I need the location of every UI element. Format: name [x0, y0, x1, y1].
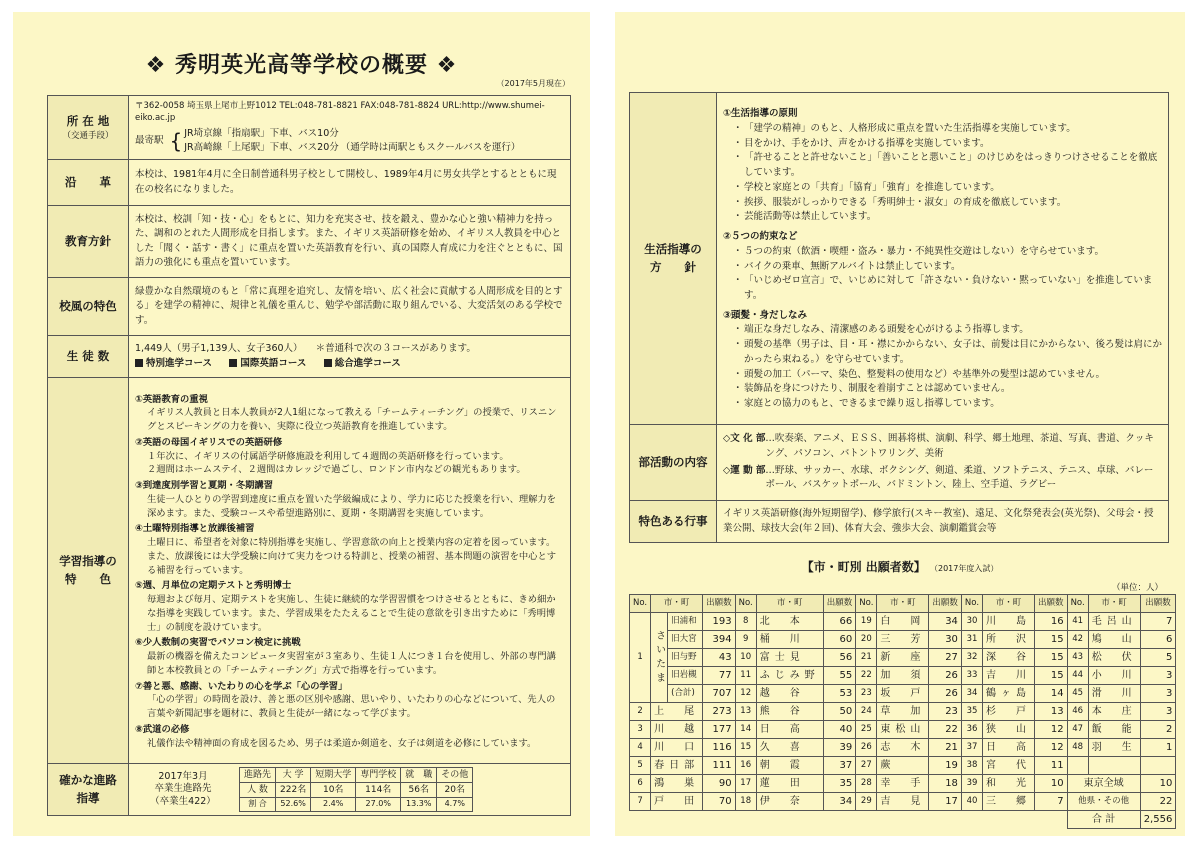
applicant-count: 26 — [929, 667, 962, 685]
city-name: 久 喜 — [756, 739, 823, 757]
applicants-title: 【市・町別 出願者数】 （2017年度入試） — [801, 560, 999, 574]
city-name: 幸 手 — [877, 775, 929, 793]
study-item-heading: ②英語の母国イギリスでの英語研修 — [135, 436, 283, 448]
row-no: 43 — [1067, 649, 1088, 667]
culture-text: 緑豊かな自然環境のもと「常に真理を追究し、友情を培い、広く社会に貢献する人間形成を目的とする」を建学の精神に、規律と礼儀を重んじ、勉学や部活動に取り組んでいる、大変活気のある学校です。 — [129, 278, 571, 336]
study-item-heading: ⑥少人数制の実習でパソコン検定に挑戦 — [135, 637, 301, 649]
header-no: No. — [735, 595, 756, 613]
row-no: 6 — [630, 775, 651, 793]
city-name: 春日部 — [651, 757, 703, 775]
city-name: 志 木 — [877, 739, 929, 757]
applicant-count: 50 — [823, 703, 856, 721]
city-name: 富士見 — [756, 649, 823, 667]
row-no: 40 — [961, 793, 982, 811]
study-item-heading: ③到達度別学習と夏期・冬期講習 — [135, 480, 274, 492]
guidance-bullet: ・ 「いじめゼロ宣言」で、いじめに対して「許さない・負けない・黙っていない」を推進しています。 — [735, 274, 1162, 303]
applicant-count: 7 — [1140, 613, 1176, 631]
row-no: 45 — [1067, 685, 1088, 703]
career-ratio: 52.6% — [276, 798, 311, 812]
guidance-cell — [717, 93, 1169, 425]
station-line-2: JR高崎線「上尾駅」下車、バス20分 — [184, 142, 339, 154]
left-page — [13, 12, 590, 836]
study-item-heading: ①英語教育の重視 — [135, 393, 208, 405]
career-count: 10名 — [311, 783, 356, 798]
row-no: 3 — [630, 721, 651, 739]
applicant-count: 22 — [929, 721, 962, 739]
counts-label: 人 数 — [240, 783, 276, 798]
row-no: 13 — [735, 703, 756, 721]
applicant-count: 15 — [1035, 649, 1068, 667]
applicant-count: 12 — [1035, 739, 1068, 757]
career-header: 就 職 — [401, 767, 437, 782]
city-name: 本 庄 — [1088, 703, 1140, 721]
row-no: 37 — [961, 739, 982, 757]
study-item-text: 礼儀作法や精神面の育成を図るため、男子は柔道か剣道を、女子は剣道を必修にしています。 — [147, 737, 537, 749]
applicant-count: 7 — [1035, 793, 1068, 811]
applicant-count: 6 — [1140, 631, 1176, 649]
city-name: 川 越 — [651, 721, 703, 739]
career-header: 大 学 — [276, 767, 311, 782]
city-name: 松 伏 — [1088, 649, 1140, 667]
city-name: 飯 能 — [1088, 721, 1140, 739]
header-count: 出願数 — [1035, 595, 1068, 613]
city-name: ふじみ野 — [756, 667, 823, 685]
applicant-count: 60 — [823, 631, 856, 649]
city-name: 新 座 — [877, 649, 929, 667]
city-name: 朝 霞 — [756, 757, 823, 775]
applicant-count: 55 — [823, 667, 856, 685]
ratio-label: 割 合 — [240, 798, 276, 812]
city-name: 鳩 山 — [1088, 631, 1140, 649]
row-no: 41 — [1067, 613, 1088, 631]
applicant-count: 34 — [929, 613, 962, 631]
row-no: 2 — [630, 703, 651, 721]
saitama-label: さいたま — [653, 629, 665, 686]
history-label: 沿 革 — [48, 160, 129, 206]
row-no: 46 — [1067, 703, 1088, 721]
header-no: No. — [1067, 595, 1088, 613]
students-label: 生 徒 数 — [48, 336, 129, 378]
applicant-count: 18 — [929, 775, 962, 793]
empty-cell — [1088, 757, 1140, 775]
study-list — [135, 393, 564, 751]
guidance-section-2: ②５つの約束など — [723, 231, 798, 243]
row-no: 24 — [856, 703, 877, 721]
applicant-count: 1 — [1140, 739, 1176, 757]
study-item-heading: ④土曜特別指導と放課後補習 — [135, 523, 255, 535]
row-no: 10 — [735, 649, 756, 667]
header-no: No. — [961, 595, 982, 613]
students-cell — [129, 336, 571, 378]
applicant-count: 39 — [823, 739, 856, 757]
applicant-count: 14 — [1035, 685, 1068, 703]
study-item-text: １年次に、イギリスの付属語学研修施設を利用して４週間の英語研修を行っています。 — [147, 450, 509, 462]
applicant-count: 3 — [1140, 703, 1176, 721]
career-ratio: 2.4% — [311, 798, 356, 812]
career-ratio: 4.7% — [437, 798, 473, 812]
header-city: 市・町 — [756, 595, 823, 613]
applicant-count: 12 — [1035, 721, 1068, 739]
city-name: 日 高 — [756, 721, 823, 739]
empty-cell — [1140, 757, 1176, 775]
city-name: 吉 見 — [877, 793, 929, 811]
city-name: 三 芳 — [877, 631, 929, 649]
row-no: 19 — [856, 613, 877, 631]
career-ratio: 27.0% — [356, 798, 401, 812]
row-no: 39 — [961, 775, 982, 793]
study-item-heading: ⑦善と悪、感謝、いたわりの心を学ぶ「心の学習」 — [135, 680, 348, 692]
city-name: 東松山 — [877, 721, 929, 739]
empty-cell — [1067, 757, 1088, 775]
career-cell — [129, 764, 571, 816]
guidance-bullet: ・ バイクの乗車、無断アルバイトは禁止しています。 — [735, 260, 1162, 275]
total-label: 合 計 — [1067, 811, 1140, 829]
applicants-table — [629, 594, 1176, 829]
applicant-count: 34 — [823, 793, 856, 811]
guidance-bullet: ・ 学校と家庭との「共育」「協育」「強育」を推進しています。 — [735, 181, 1162, 196]
career-desc: 卒業生進路先 — [154, 783, 212, 795]
applicant-count: 273 — [703, 703, 736, 721]
row-no: 22 — [856, 667, 877, 685]
total-row — [630, 811, 1176, 829]
applicant-count: 56 — [823, 649, 856, 667]
row-no: 35 — [961, 703, 982, 721]
table-row — [630, 667, 1176, 685]
guidance-bullet: ・ 芸能活動等は禁止しています。 — [735, 210, 1162, 225]
unit-label: （単位：人） — [1111, 583, 1163, 593]
total-count: 2,556 — [1140, 811, 1176, 829]
career-ratio: 13.3% — [401, 798, 437, 812]
location-cell: 〒362-0058 埼玉県上尾市上野1012 TEL:048-781-8821 FAX:048-781-8824 URL:http://www.shumei-eiko.ac.jp 最寄駅 { JR埼京線「指扇駅」下車、バス10分 JR高崎線「上尾駅」下車、バス20分 （通学時は両駅ともスクールバスを運行） — [129, 96, 571, 160]
applicant-count: 70 — [703, 793, 736, 811]
career-label: 確かな進路指導 — [48, 764, 129, 816]
career-count: 114名 — [356, 783, 401, 798]
row-no: 34 — [961, 685, 982, 703]
applicant-count: 30 — [929, 631, 962, 649]
history-text: 本校は、1981年4月に全日制普通科男子校として開校し、1989年4月に男女共学とするとともに現在の校名になりました。 — [129, 160, 571, 206]
right-page — [615, 12, 1185, 836]
city-name: 蕨 — [877, 757, 929, 775]
row-no: 21 — [856, 649, 877, 667]
guidance-section-3: ③頭髪・身だしなみ — [723, 309, 808, 321]
header-city: 市・町 — [877, 595, 929, 613]
course-3: 総合進学コース — [334, 357, 401, 369]
course-note: ＊普通科で次の３コースがあります。 — [315, 343, 476, 355]
career-header: 進路先 — [240, 767, 276, 782]
applicant-count: 177 — [703, 721, 736, 739]
guidance-bullet: ・ 目をかけ、手をかけ、声をかける指導を実施しています。 — [735, 137, 1162, 152]
page-title: ❖ 秀明英光高等学校の概要 ❖ — [145, 53, 458, 78]
applicant-count: 90 — [703, 775, 736, 793]
city-name: 鴻 巣 — [651, 775, 703, 793]
guidance-bullet: ・ 挨拶、服装がしっかりできる「秀明紳士・淑女」の育成を徹底しています。 — [735, 196, 1162, 211]
row-no: 29 — [856, 793, 877, 811]
table-row — [630, 685, 1176, 703]
table-row — [630, 703, 1176, 721]
row-no: 27 — [856, 757, 877, 775]
city-name: 坂 戸 — [877, 685, 929, 703]
applicant-count: 111 — [703, 757, 736, 775]
other-label: 他県・その他 — [1067, 793, 1140, 811]
header-count: 出願数 — [703, 595, 736, 613]
city-name: 杉 戸 — [983, 703, 1035, 721]
city-name: 北 本 — [756, 613, 823, 631]
row-no: 15 — [735, 739, 756, 757]
row-no: 26 — [856, 739, 877, 757]
city-name: 熊 谷 — [756, 703, 823, 721]
career-header: 短期大学 — [311, 767, 356, 782]
study-item-text: 毎週および毎月、定期テストを実施し、生徒に継続的な学習習慣をつけさせるとともに、きめ細かな指導を実践しています。また、学習成果をたたえることで生徒の意欲を引き出すために「秀明博士」の制度を設けています。 — [147, 594, 556, 633]
career-grads: （卒業生422） — [150, 795, 216, 807]
city-name: 白 岡 — [877, 613, 929, 631]
study-item-heading: ⑧武道の必修 — [135, 723, 190, 735]
city-name: 戸 田 — [651, 793, 703, 811]
city-name: 滑 川 — [1088, 685, 1140, 703]
applicant-count: 26 — [929, 685, 962, 703]
bus-note: （通学時は両駅ともスクールバスを運行） — [340, 142, 521, 154]
career-header: その他 — [437, 767, 473, 782]
row-no: 9 — [735, 631, 756, 649]
tokyo-count: 10 — [1140, 775, 1176, 793]
applicant-count: 27 — [929, 649, 962, 667]
saitama-group — [651, 613, 703, 703]
applicant-count: 11 — [1035, 757, 1068, 775]
row-no: 20 — [856, 631, 877, 649]
applicant-count: 3 — [1140, 667, 1176, 685]
city-name: 所 沢 — [983, 631, 1035, 649]
header-count: 出願数 — [1140, 595, 1176, 613]
applicant-count: 19 — [929, 757, 962, 775]
row-no: 31 — [961, 631, 982, 649]
applicant-count: 13 — [1035, 703, 1068, 721]
applicant-count: 193 — [703, 613, 736, 631]
city-name: 加 須 — [877, 667, 929, 685]
applicant-count: 16 — [1035, 613, 1068, 631]
row-no: 4 — [630, 739, 651, 757]
tokyo-label: 東京全域 — [1067, 775, 1140, 793]
applicant-count: 707 — [703, 685, 736, 703]
applicant-count: 66 — [823, 613, 856, 631]
applicant-count: 15 — [1035, 631, 1068, 649]
guidance-bullet: ・ ５つの約束（飲酒・喫煙・盗み・暴力・不純異性交遊はしない）を守らせています。 — [735, 245, 1162, 260]
study-item-text: イギリス人教員と日本人教員が2人1組になって教える「チームティーチング」の授業で、リスニングとスピーキングの力を養い、実際に役立つ英語教育を推進しています。 — [147, 407, 557, 433]
guidance-label: 生活指導の 方 針 — [630, 93, 717, 425]
header-count: 出願数 — [929, 595, 962, 613]
school-life-table — [629, 92, 1169, 543]
header-count: 出願数 — [823, 595, 856, 613]
city-name: 桶 川 — [756, 631, 823, 649]
culture-label: 校風の特色 — [48, 278, 129, 336]
city-name: 日 高 — [983, 739, 1035, 757]
school-overview-table — [47, 95, 571, 816]
applicant-count: 35 — [823, 775, 856, 793]
city-name: 三 郷 — [983, 793, 1035, 811]
table-row — [630, 721, 1176, 739]
sports-clubs-label: ◇運 動 部 — [723, 464, 766, 476]
city-name: 羽 生 — [1088, 739, 1140, 757]
city-name: 深 谷 — [983, 649, 1035, 667]
table-row — [630, 613, 1176, 631]
city-name: 和 光 — [983, 775, 1035, 793]
clubs-label: 部活動の内容 — [630, 425, 717, 501]
guidance-bullet: ・ 家庭との協力のもと、できるまで繰り返し指導しています。 — [735, 397, 1162, 412]
other-count: 22 — [1140, 793, 1176, 811]
row-no: 36 — [961, 721, 982, 739]
station-line-1: JR埼京線「指扇駅」下車、バス10分 — [184, 128, 339, 139]
row-no: 8 — [735, 613, 756, 631]
course-1: 特別進学コース — [146, 357, 213, 369]
applicant-count: 40 — [823, 721, 856, 739]
student-count: 1,449人（男子1,139人、女子360人） — [135, 343, 303, 355]
study-item-text: 土曜日に、希望者を対象に特別指導を実施し、学習意欲の向上と授業内容の定着を図っています。また、放課後には大学受験に向けて実力をつける特訓と、授業の補習、基本問題の演習を中心とする補習を行っています。 — [147, 537, 557, 576]
row-no: 12 — [735, 685, 756, 703]
row-no: 28 — [856, 775, 877, 793]
header-no: No. — [856, 595, 877, 613]
city-name: 川 島 — [983, 613, 1035, 631]
policy-label: 教育方針 — [48, 206, 129, 278]
applicant-count: 43 — [703, 649, 736, 667]
sports-clubs: …野球、サッカー、水球、ボクシング、剣道、柔道、ソフトテニス、テニス、卓球、バレーボール、バスケットボール、バドミントン、陸上、空手道、ラグビー — [765, 464, 1154, 491]
city-name: 蓮 田 — [756, 775, 823, 793]
culture-clubs: …吹奏楽、アニメ、ＥＳＳ、囲碁将棋、演劇、科学、郷土地理、茶道、写真、書道、クッキング、パソコン、バトントワリング、美術 — [765, 433, 1154, 459]
table-row — [630, 631, 1176, 649]
table-row — [630, 775, 1176, 793]
row-no: 33 — [961, 667, 982, 685]
table-row — [630, 793, 1176, 811]
table-header-row — [630, 595, 1176, 613]
table-row — [630, 739, 1176, 757]
row-no: 44 — [1067, 667, 1088, 685]
city-name: 上 尾 — [651, 703, 703, 721]
station-label: 最寄駅 — [135, 135, 164, 147]
city-name: 草 加 — [877, 703, 929, 721]
applicant-count: 116 — [703, 739, 736, 757]
row-no: 32 — [961, 649, 982, 667]
city-name: 小 川 — [1088, 667, 1140, 685]
saitama-ward: 旧与野 — [668, 649, 702, 667]
saitama-ward: (合計) — [671, 688, 695, 698]
row-no: 47 — [1067, 721, 1088, 739]
city-name: 吉 川 — [983, 667, 1035, 685]
applicant-count: 5 — [1140, 649, 1176, 667]
career-table — [239, 767, 473, 812]
city-name: 毛呂山 — [1088, 613, 1140, 631]
study-item-text: 生徒一人ひとりの学習到達度に重点を置いた学級編成により、学力に応じた授業を行い、理解力を深めます。また、受験コースや希望進路別に、夏期・冬期講習を実施しています。 — [147, 493, 557, 519]
saitama-ward: 旧岩槻 — [668, 667, 702, 685]
header-no: No. — [630, 595, 651, 613]
study-item-text: 「心の学習」の時間を設け、善と悪の区別や感謝、思いやり、いたわりの心などについて、先人の言葉や新聞記事を題材に、教員と生徒が一緒になって学びます。 — [147, 694, 556, 720]
career-year: 2017年3月 — [158, 770, 208, 782]
guidance-bullet: ・ 頭髪の加工（パーマ、染色、整髪料の使用など）や基準外の髪型は認めていません。 — [735, 368, 1162, 383]
guidance-bullet: ・ 装飾品を身につけたり、制服を着崩すことは認めていません。 — [735, 382, 1162, 397]
row-no: 16 — [735, 757, 756, 775]
as-of-date: （2017年5月現在） — [496, 79, 570, 88]
policy-text: 本校は、校訓「知・技・心」をもとに、知力を充実させ、技を鍛え、豊かな心と強い精神力を持った、調和のとれた人間形成を目指します。また、イギリス英語研修を始め、イギリス人教員を中心とした「聞く・話す・書く」に重点を置いた英語教育を行い、真の国際人育成に力を注ぐとともに、国語力の強化にも重点を置いています。 — [129, 206, 571, 278]
study-item-heading: ⑤週、月単位の定期テストと秀明博士 — [135, 580, 292, 592]
study-label: 学習指導の 特 色 — [48, 378, 129, 764]
career-count: 56名 — [401, 783, 437, 798]
study-item-text: ２週間はホームステイ、２週間はカレッジで過ごし、ロンドン市内などの観光もあります。 — [147, 464, 526, 476]
guidance-bullet: ・ 頭髪の基準（男子は、目・耳・襟にかからない、女子は、前髪は目にかからない、後ろ髪は肩にかかったら束ねる。）を守らせています。 — [735, 338, 1162, 367]
header-city: 市・町 — [651, 595, 703, 613]
culture-clubs-label: ◇文 化 部 — [723, 433, 766, 445]
applicant-count: 3 — [1140, 685, 1176, 703]
applicant-count: 15 — [1035, 667, 1068, 685]
row-no: 25 — [856, 721, 877, 739]
saitama-ward: 旧浦和 — [668, 613, 702, 631]
applicant-count: 23 — [929, 703, 962, 721]
address: 〒362-0058 埼玉県上尾市上野1012 TEL:048-781-8821 FAX:048-781-8824 URL:http://www.shumei-eiko.ac.jp — [135, 100, 545, 124]
career-count: 20名 — [437, 783, 473, 798]
city-name: 宮 代 — [983, 757, 1035, 775]
city-name: 伊 奈 — [756, 793, 823, 811]
clubs-cell — [717, 425, 1169, 501]
city-name: 狭 山 — [983, 721, 1035, 739]
study-cell — [129, 378, 571, 764]
row-no: 30 — [961, 613, 982, 631]
applicant-count: 17 — [929, 793, 962, 811]
city-name: 川 口 — [651, 739, 703, 757]
row-no: 23 — [856, 685, 877, 703]
city-name: 鶴ヶ島 — [983, 685, 1035, 703]
city-name: 越 谷 — [756, 685, 823, 703]
course-2: 国際英語コース — [240, 357, 307, 369]
row-no: 38 — [961, 757, 982, 775]
row-no: 7 — [630, 793, 651, 811]
table-row — [630, 649, 1176, 667]
row-no: 1 — [630, 613, 651, 703]
row-no: 18 — [735, 793, 756, 811]
row-no: 5 — [630, 757, 651, 775]
guidance-bullet: ・ 端正な身だしなみ、清潔感のある頭髪を心がけるよう指導します。 — [735, 323, 1162, 338]
applicant-count: 53 — [823, 685, 856, 703]
row-no: 14 — [735, 721, 756, 739]
applicant-count: 10 — [1035, 775, 1068, 793]
career-header: 専門学校 — [356, 767, 401, 782]
study-item-text: 最新の機器を備えたコンピュータ実習室が３室あり、生徒１人につき１台を使用し、外部の専門講師と本校教員との「チームティーチング」方式で指導を行っています。 — [147, 651, 556, 676]
row-no: 17 — [735, 775, 756, 793]
career-count: 222名 — [276, 783, 311, 798]
table-row — [630, 757, 1176, 775]
row-no: 11 — [735, 667, 756, 685]
row-no: 48 — [1067, 739, 1088, 757]
saitama-ward: 旧大宮 — [668, 631, 702, 649]
guidance-section-1: ①生活指導の原則 — [723, 108, 798, 120]
header-city: 市・町 — [1088, 595, 1140, 613]
header-city: 市・町 — [983, 595, 1035, 613]
applicant-count: 21 — [929, 739, 962, 757]
applicant-count: 2 — [1140, 721, 1176, 739]
applicant-count: 37 — [823, 757, 856, 775]
guidance-bullet: ・ 「建学の精神」のもと、人格形成に重点を置いた生活指導を実施しています。 — [735, 122, 1162, 137]
row-no: 42 — [1067, 631, 1088, 649]
events-text: イギリス英語研修(海外短期留学)、修学旅行(スキー教室)、遠足、文化祭発表会(英光祭)、父母会・授業公開、球技大会(年２回)、体育大会、強歩大会、演劇鑑賞会等 — [717, 501, 1169, 543]
applicant-count: 77 — [703, 667, 736, 685]
applicant-count: 394 — [703, 631, 736, 649]
location-label: 所 在 地 （交通手段） — [48, 96, 129, 160]
guidance-bullet: ・ 「許せることと許せないこと」「善いことと悪いこと」のけじめをはっきりつけさせることを徹底しています。 — [735, 151, 1162, 180]
events-label: 特色ある行事 — [630, 501, 717, 543]
